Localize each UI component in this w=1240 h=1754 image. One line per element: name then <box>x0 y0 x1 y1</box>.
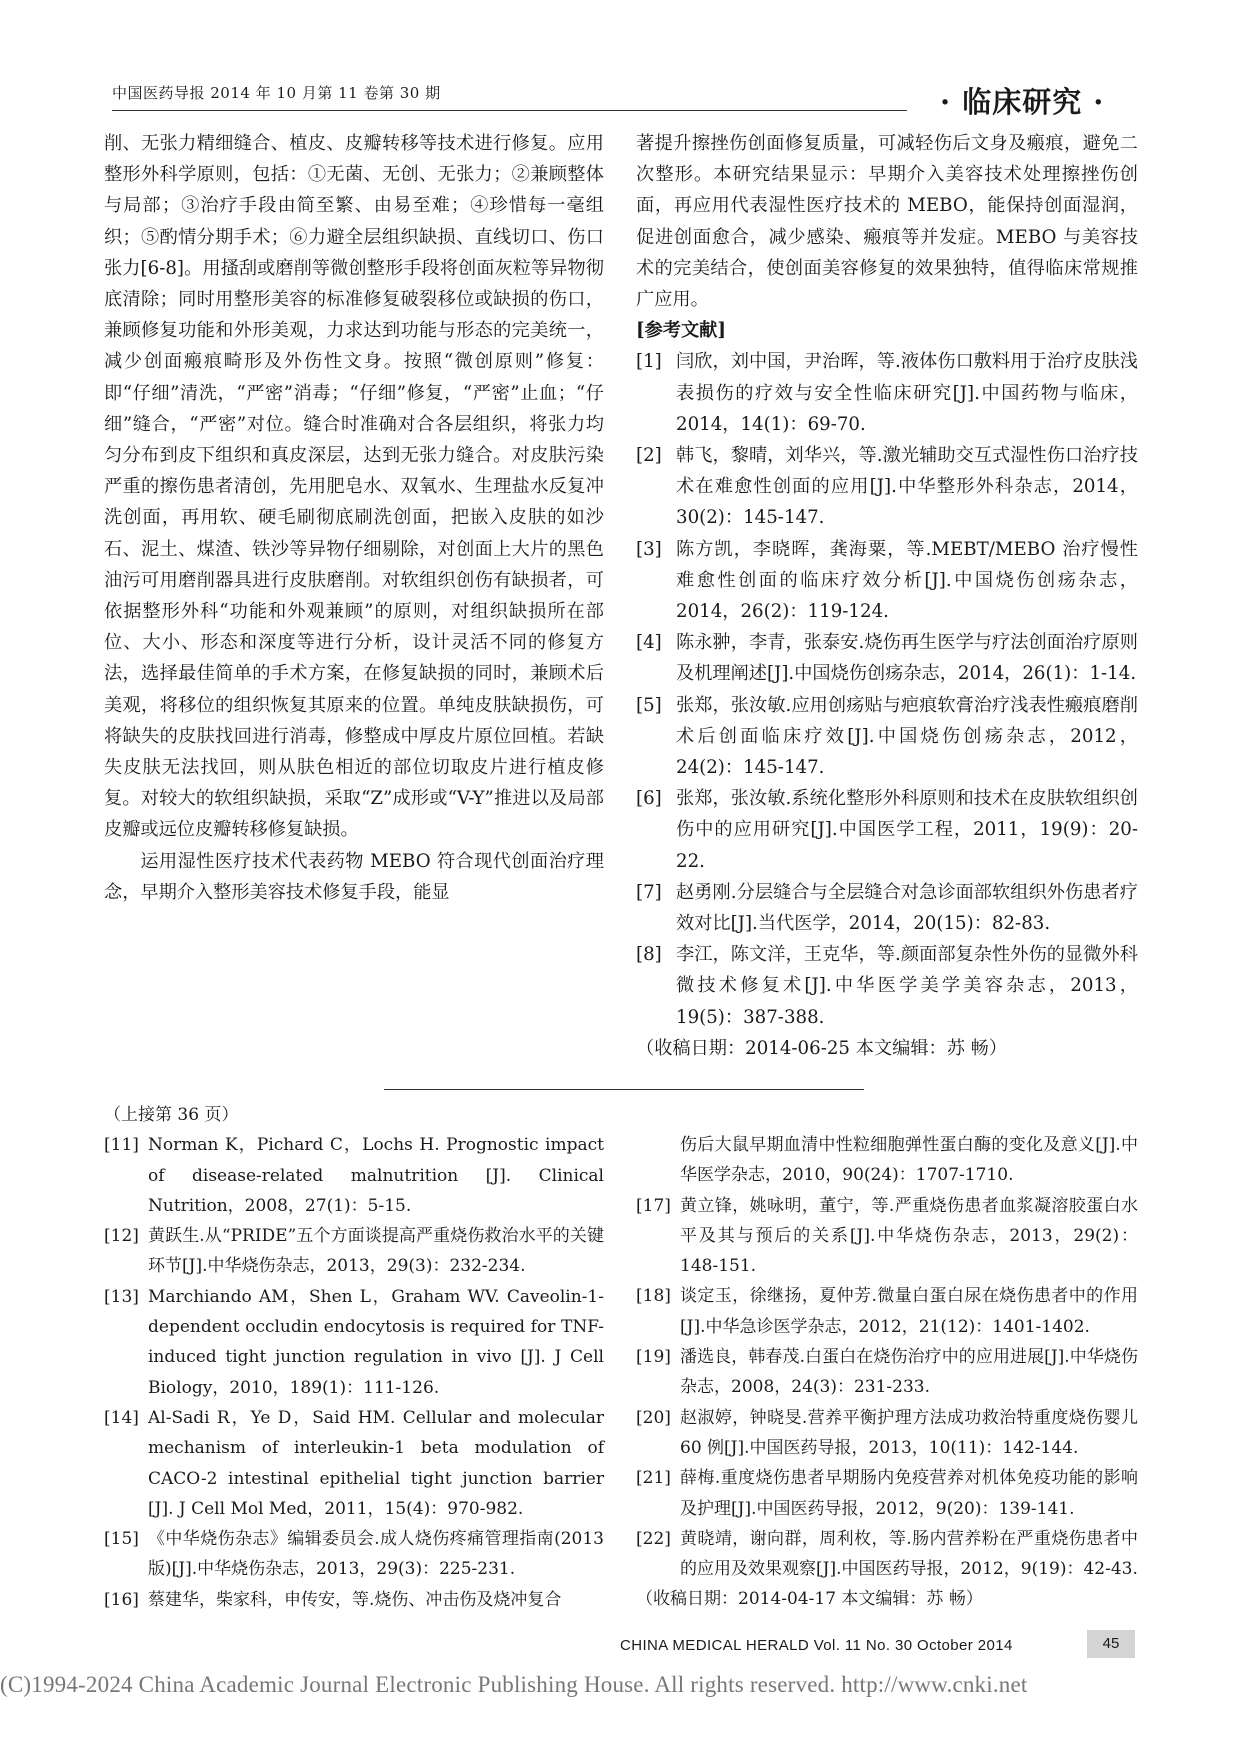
reference-number: [8] <box>636 944 662 966</box>
reference-text: 黄晓靖，谢向群，周利枚，等.肠内营养粉在严重烧伤患者中的应用及效果观察[J].中国医药导报，2012，9(19)：42-43. <box>680 1528 1138 1580</box>
reference-number: [7] <box>636 881 662 903</box>
continued-right-column <box>636 1130 1138 1615</box>
reference-text: 陈方凯，李晓晖，龚海粟，等.MEBT/MEBO 治疗慢性难愈性创面的临床疗效分析[J].中国烧伤创疡杂志，2014，26(2)：119-124. <box>676 538 1138 623</box>
reference-number: [5] <box>636 694 662 716</box>
reference-number: [17] <box>636 1195 671 1216</box>
reference-text: 韩飞，黎晴，刘华兴，等.激光辅助交互式湿性伤口治疗技术在难愈性创面的应用[J].中华整形外科杂志，2014，30(2)：145-147. <box>676 445 1138 529</box>
reference-text: Norman K，Pichard C，Lochs H. Prognostic impact of disease-related malnutrition [J]. Clinical Nutrition，2008，27(1)：5-15. <box>148 1135 604 1216</box>
section-title: · 临床研究 · <box>940 85 1105 119</box>
reference-text: 赵勇刚.分层缝合与全层缝合对急诊面部软组织外伤患者疗效对比[J].当代医学，2014，20(15)：82-83. <box>676 881 1138 935</box>
journal-footer: CHINA MEDICAL HERALD Vol. 11 No. 30 October 2014 <box>620 1637 1013 1654</box>
reference-item <box>636 1524 1138 1585</box>
reference-text: 陈永翀，李青，张泰安.烧伤再生医学与疗法创面治疗原则及机理阐述[J].中国烧伤创疡杂志，2014，26(1)：1-14. <box>676 632 1138 685</box>
reference-text: Marchiando AM，Shen L，Graham WV. Caveolin-1-dependent occludin endocytosis is required for TNF-induced tight junction regulation in vivo [J]. J Cell Biology，2010，189(1)：111-126. <box>148 1286 604 1398</box>
reference-number: [20] <box>636 1407 671 1428</box>
reference-text: 谈定玉，徐继扬，夏仲芳.微量白蛋白尿在烧伤患者中的作用[J].中华急诊医学杂志，2012，21(12)：1401-1402. <box>680 1286 1138 1337</box>
left-column <box>104 128 604 908</box>
reference-list <box>104 1130 604 1615</box>
reference-item <box>636 939 1138 1033</box>
reference-item <box>636 440 1138 534</box>
reference-number: [3] <box>636 538 662 560</box>
reference-item <box>636 1403 1138 1464</box>
reference-item <box>104 1221 604 1282</box>
reference-item <box>636 1281 1138 1342</box>
reference-item <box>636 1342 1138 1403</box>
reference-number: [18] <box>636 1286 671 1307</box>
reference-text: 潘选良，韩春茂.白蛋白在烧伤治疗中的应用进展[J].中华烧伤杂志，2008，24(3)：231-233. <box>680 1347 1138 1398</box>
reference-list <box>636 346 1138 1032</box>
reference-item <box>104 1403 604 1524</box>
body-paragraph: 运用湿性医疗技术代表药物 MEBO 符合现代创面治疗理念，早期介入整形美容技术修复手段，能显 <box>104 850 604 903</box>
reference-item <box>636 1191 1138 1282</box>
reference-item <box>636 690 1138 784</box>
reference-text: 蔡建华，柴家科，申传安，等.烧伤、冲击伤及烧冲复合 <box>148 1589 562 1610</box>
reference-text: 伤后大鼠早期血清中性粒细胞弹性蛋白酶的变化及意义[J].中华医学杂志，2010，90(24)：1707-1710. <box>680 1135 1138 1186</box>
body-paragraph: 著提升擦挫伤创面修复质量，可减轻伤后文身及瘢痕，避免二次整形。本研究结果显示：早期介入美容技术处理擦挫伤创面，再应用代表湿性医疗技术的 MEBO，能保持创面湿润，促进创面愈合，减少感染、瘢痕等并发症。MEBO 与美容技术的完美结合，使创面美容修复的效果独特，值得临床常规推广应用。 <box>636 133 1138 311</box>
reference-text: 《中华烧伤杂志》编辑委员会.成人烧伤疼痛管理指南(2013 版)[J].中华烧伤杂志，2013，29(3)：225-231. <box>148 1529 604 1580</box>
reference-number: [19] <box>636 1347 671 1368</box>
reference-text: 黄跃生.从“PRIDE”五个方面谈提高严重烧伤救治水平的关键环节[J].中华烧伤杂志，2013，29(3)：232-234. <box>148 1226 604 1277</box>
section-separator <box>384 1089 864 1090</box>
reference-item <box>636 1463 1138 1524</box>
reference-list <box>636 1191 1138 1585</box>
right-column <box>636 128 1138 1064</box>
reference-item <box>104 1585 604 1615</box>
received-note: （收稿日期：2014-06-25 本文编辑：苏 畅） <box>636 1037 1008 1059</box>
reference-item <box>636 1130 1138 1191</box>
reference-item <box>104 1130 604 1221</box>
reference-number: [2] <box>636 445 662 467</box>
reference-text: 赵淑婷，钟晓旻.营养平衡护理方法成功救治特重度烧伤婴儿 60 例[J].中国医药导报，2013，10(11)：142-144. <box>680 1407 1138 1458</box>
reference-text: 李江，陈文洋，王克华，等.颜面部复杂性外伤的显微外科微技术修复术[J].中华医学美学美容杂志，2013，19(5)：387-388. <box>676 944 1138 1028</box>
reference-text: 黄立锋，姚咏明，董宁，等.严重烧伤患者血浆凝溶胶蛋白水平及其与预后的关系[J].中华烧伤杂志，2013，29(2)：148-151. <box>680 1195 1138 1277</box>
copyright-notice: (C)1994-2024 China Academic Journal Electronic Publishing House. All rights reserved. http://www.cnki.net <box>0 1672 1028 1697</box>
journal-header: 中国医药导报 2014 年 10 月第 11 卷第 30 期 <box>112 84 441 102</box>
reference-number: [21] <box>636 1468 671 1489</box>
body-paragraph: 削、无张力精细缝合、植皮、皮瓣转移等技术进行修复。应用整形外科学原则，包括：①无菌、无创、无张力；②兼顾整体与局部；③治疗手段由简至繁、由易至难；④珍惜每一毫组织；⑤酌情分期手术；⑥力避全层组织缺损、直线切口、伤口张力[6-8]。用搔刮或磨削等微创整形手段将创面灰粒等异物彻底清除；同时用整形美容的标准修复破裂移位或缺损的伤口，兼顾修复功能和外形美观，力求达到功能与形态的完美统一，减少创面瘢痕畸形及外伤性文身。按照“微创原则”修复：即“仔细”清洗，“严密”消毒；“仔细”修复，“严密”止血；“仔细”缝合，“严密”对位。缝合时准确对合各层组织，将张力均匀分布到皮下组织和真皮深层，达到无张力缝合。对皮肤污染严重的擦伤患者清创，先用肥皂水、双氧水、生理盐水反复冲洗创面，再用软、硬毛刷彻底刷洗创面，把嵌入皮肤的如沙石、泥土、煤渣、铁沙等异物仔细剔除，对创面上大片的黑色油污可用磨削器具进行皮肤磨削。对软组织创伤有缺损者，可依据整形外科“功能和外观兼顾”的原则，对组织缺损所在部位、大小、形态和深度等进行分析，设计灵活不同的修复方法，选择最佳简单的手术方案，在修复缺损的同时，兼顾术后美观，将移位的组织恢复其原来的位置。单纯皮肤缺损伤，可将缺失的皮肤找回进行消毒，修整成中厚皮片原位回植。若缺失皮肤无法找回，则从肤色相近的部位切取皮片进行植皮修复。对较大的软组织缺损，采取“Z”成形或“V-Y”推进以及局部皮瓣或远位皮瓣转移修复缺损。 <box>104 133 604 841</box>
references-heading: [参考文献] <box>636 320 726 342</box>
continued-left-column <box>104 1100 604 1615</box>
continued-label: （上接第 36 页） <box>104 1105 239 1125</box>
reference-number: [22] <box>636 1528 671 1549</box>
reference-text: 闫欣，刘中国，尹治晖，等.液体伤口敷料用于治疗皮肤浅表损伤的疗效与安全性临床研究[J].中国药物与临床，2014，14(1)：69-70. <box>676 351 1138 435</box>
reference-item <box>636 627 1138 689</box>
reference-item <box>636 877 1138 939</box>
reference-number: [14] <box>104 1407 139 1428</box>
reference-number: [12] <box>104 1226 139 1247</box>
reference-item <box>636 534 1138 628</box>
reference-number: [13] <box>104 1286 139 1307</box>
reference-item <box>636 346 1138 440</box>
reference-item <box>104 1524 604 1585</box>
reference-text: Al-Sadi R，Ye D，Said HM. Cellular and molecular mechanism of interleukin-1 beta modulation of CACO-2 intestinal epithelial tight junction barrier [J]. J Cell Mol Med，2011，15(4)：970-982. <box>148 1407 604 1519</box>
reference-item <box>636 783 1138 877</box>
received-note: （收稿日期：2014-04-17 本文编辑：苏 畅） <box>636 1589 983 1610</box>
reference-number: [16] <box>104 1589 139 1610</box>
reference-text: 张郑，张汝敏.系统化整形外科原则和技术在皮肤软组织创伤中的应用研究[J].中国医学工程，2011，19(9)：20-22. <box>676 788 1138 872</box>
reference-number: [15] <box>104 1529 139 1550</box>
reference-number: [11] <box>104 1135 139 1156</box>
header-rule <box>112 110 907 111</box>
reference-text: 张郑，张汝敏.应用创疡贴与疤痕软膏治疗浅表性瘢痕磨削术后创面临床疗效[J].中国烧伤创疡杂志，2012，24(2)：145-147. <box>676 694 1138 779</box>
reference-number: [1] <box>636 351 662 373</box>
reference-text: 薛梅.重度烧伤患者早期肠内免疫营养对机体免疫功能的影响及护理[J].中国医药导报，2012，9(20)：139-141. <box>680 1468 1138 1519</box>
reference-item <box>104 1282 604 1403</box>
page-number: 45 <box>1087 1630 1135 1658</box>
reference-number: [4] <box>636 632 662 654</box>
reference-number: [6] <box>636 788 662 810</box>
